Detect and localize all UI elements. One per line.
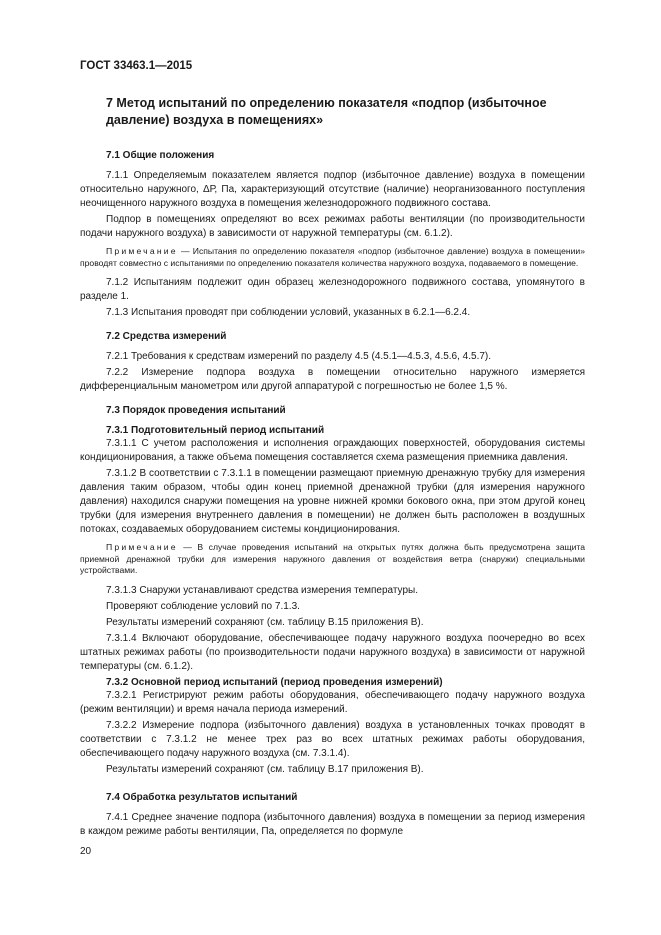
section-7-1-title: 7.1 Общие положения [106, 150, 215, 161]
subsection-7-3-1-title: 7.3.1 Подготовительный период испытаний [106, 425, 325, 436]
paragraph-7-3-1-3: 7.3.1.3 Снаружи устанавливают средства измерения температуры. [106, 584, 418, 596]
note-text: — Испытания по определению показателя «подпор (избыточное давление) воздуха в помещении» проводят совместно с испытаниями по определению показателя количества наружного воздуха, подаваемого в помещение. [80, 246, 585, 268]
section-7-4-title: 7.4 Обработка результатов испытаний [106, 791, 298, 803]
note-7-3 [80, 542, 585, 577]
paragraph-7-3-1-2: 7.3.1.2 В соответствии с 7.3.1.1 в помещении размещают приемную дренажную трубку для измерения давления таким образом, чтобы один конец приемной дренажной трубки (для измерения наружного давления) находился снаружи помещения на уровне нижней кромки бокового окна, при этом другой конец трубки (для измерения внутреннего давления в помещении) не должен быть расположен в воздушных потоках, создаваемых оборудованием системы кондиционирования. [80, 468, 585, 535]
section-7-3-title: 7.3 Порядок проведения испытаний [106, 405, 286, 416]
note-7-1 [80, 246, 585, 269]
paragraph-7-2-1: 7.2.1 Требования к средствам измерений по разделу 4.5 (4.5.1—4.5.3, 4.5.6, 4.5.7). [106, 351, 492, 362]
paragraph-7-3-2-1: 7.3.2.1 Регистрируют режим работы оборудования, обеспечивающего подачу наружного воздуха (режим вентиляции) и время начала периода измерений. [80, 689, 585, 715]
chapter-title: 7 Метод испытаний по определению показателя «подпор (избыточное давление) воздуха в помещениях» [106, 96, 547, 127]
paragraph-7-1-3: 7.1.3 Испытания проводят при соблюдении условий, указанных в 6.2.1—6.2.4. [106, 307, 471, 318]
paragraph-7-3-1-3-results: Результаты измерений сохраняют (см. таблицу В.15 приложения В). [106, 616, 424, 628]
note-label: Примечание [106, 246, 178, 256]
paragraph-7-2-2: 7.2.2 Измерение подпора воздуха в помещении относительно наружного измеряется дифференциальным манометром или другой аппаратурой с погрешностью не более 1,5 %. [80, 367, 585, 392]
note-text: — В случае проведения испытаний на открытых путях должна быть предусмотрена защита приемной дренажной трубки для измерения наружного давления от воздействия ветра (снаружи) специальными устройствами. [80, 542, 585, 575]
paragraph-7-3-2-2-results: Результаты измерений сохраняют (см. таблицу В.17 приложения В). [106, 763, 424, 775]
page-content [80, 95, 585, 841]
subsection-7-3-2-title: 7.3.2 Основной период испытаний (период проведения измерений) [106, 676, 443, 688]
paragraph-7-3-1-4: 7.3.1.4 Включают оборудование, обеспечивающее подачу наружного воздуха поочередно во всех штатных режимах работы (по производительности подачи наружного воздуха) в зависимости от наружной температуры (см. 6.1.2). [80, 632, 585, 672]
page-number: 20 [80, 846, 92, 857]
paragraph-7-1-1-continued: Подпор в помещениях определяют во всех режимах работы вентиляции (по производительности подачи наружного воздуха) в зависимости от наружной температуры (см. 6.1.2). [80, 214, 585, 239]
paragraph-7-3-1-3-check: Проверяют соблюдение условий по 7.1.3. [106, 600, 300, 612]
paragraph-7-1-1: 7.1.1 Определяемым показателем является подпор (избыточное давление) воздуха в помещении относительно наружного, ΔР, Па, характеризующий отсутствие (наличие) неорганизованного поступления неочищенного наружного воздуха в помещения железнодорожного подвижного состава. [80, 170, 585, 209]
paragraph-7-3-1-1: 7.3.1.1 С учетом расположения и исполнения ограждающих поверхностей, оборудования системы кондиционирования, а также объема помещения составляется схема размещения приемника давления. [80, 438, 585, 463]
paragraph-7-3-2-2: 7.3.2.2 Измерение подпора (избыточного давления) воздуха в установленных точках проводят в соответствии с 7.3.1.2 не менее трех раз во всех штатных режимах работы оборудования, обеспечивающего подачу наружного воздуха (см. 7.3.1.4). [80, 719, 585, 759]
paragraph-7-4-1: 7.4.1 Среднее значение подпора (избыточного давления) воздуха в помещении за период измерения в каждом режиме работы вентиляции, Па, определяется по формуле [80, 811, 585, 837]
paragraph-7-1-2: 7.1.2 Испытаниям подлежит один образец железнодорожного подвижного состава, упомянутого в разделе 1. [80, 277, 585, 302]
standard-header: ГОСТ 33463.1—2015 [80, 60, 193, 72]
note-label: Примечание [106, 542, 178, 552]
section-7-2-title: 7.2 Средства измерений [106, 331, 227, 342]
